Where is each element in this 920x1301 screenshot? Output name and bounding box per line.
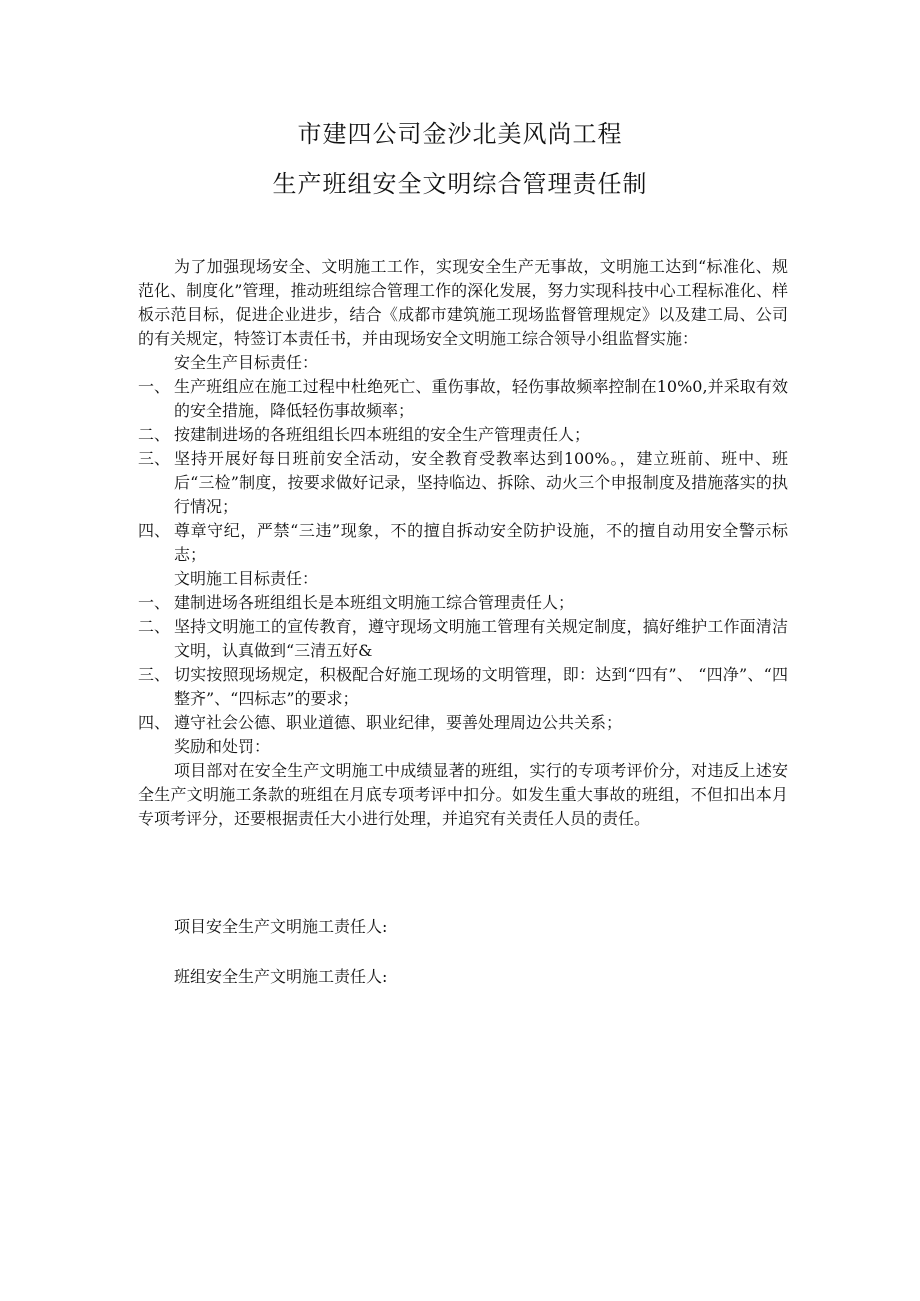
item-number: 二、 [138,425,171,444]
item-number: 四、 [138,713,171,732]
document-title-line1: 市建四公司金沙北美风尚工程 [297,120,623,148]
item-number: 一、 [138,593,171,612]
item-text: 坚持开展好每日班前安全活动，安全教育受教率达到100%。，建立班前、班中、班后“三检”制度，按要求做好记录，坚持临边、拆除、动火三个申报制度及措施落实的执行情况； [174,449,788,516]
item-text: 遵守社会公德、职业道德、职业纪律，要善处理周边公共关系； [174,713,623,732]
item-text: 生产班组应在施工过程中杜绝死亡、重伤事故，轻伤事故频率控制在10%0,并采取有效的安全措施，降低轻伤事故频率； [174,377,788,420]
item-number: 四、 [138,521,171,540]
item-number: 二、 [138,617,171,636]
safety-heading: 安全生产目标责任： [174,353,319,372]
team-responsible-signature-line: 班组安全生产文明施工责任人: [174,967,388,986]
civil-item [138,615,788,663]
document-body [138,255,788,831]
document-title-line2: 生产班组安全文明综合管理责任制 [272,170,648,198]
item-number: 三、 [138,665,171,684]
civil-item [138,711,788,735]
civil-heading: 文明施工目标责任： [174,569,319,588]
item-number: 三、 [138,449,171,468]
safety-item [138,447,788,519]
intro-paragraph: 为了加强现场安全、文明施工工作，实现安全生产无事故，文明施工达到“标准化、规范化、制度化”管理，推动班组综合管理工作的深化发展，努力实现科技中心工程标准化、样板示范目标，促进企业进步，结合《成都市建筑施工现场监督管理规定》以及建工局、公司的有关规定，特签订本责任书，并由现场安全文明施工综合领导小组监督实施： [138,257,788,348]
safety-item [138,519,788,567]
project-responsible-signature-line: 项目安全生产文明施工责任人: [174,917,388,936]
item-text: 按建制进场的各班组组长四本班组的安全生产管理责任人； [174,425,591,444]
safety-item [138,423,788,447]
item-text: 建制进场各班组组长是本班组文明施工综合管理责任人； [174,593,575,612]
reward-paragraph: 项目部对在安全生产文明施工中成绩显著的班组，实行的专项考评价分，对违反上述安全生产文明施工条款的班组在月底专项考评中扣分。如发生重大事故的班组，不但扣出本月专项考评分，还要根据责任大小进行处理，并追究有关责任人员的责任。 [138,761,788,828]
safety-item [138,375,788,423]
item-number: 一、 [138,377,171,396]
item-text: 坚持文明施工的宣传教育，遵守现场文明施工管理有关规定制度，搞好维护工作面清洁文明，认真做到“三清五好& [174,617,788,660]
civil-item [138,663,788,711]
reward-heading: 奖励和处罚： [174,737,271,756]
civil-item [138,591,788,615]
item-text: 切实按照现场规定，积极配合好施工现场的文明管理，即：达到“四有”、 “四净”、“四整齐”、“四标志”的要求； [174,665,788,708]
item-text: 尊章守纪，严禁“三违”现象，不的擅自拆动安全防护设施，不的擅自动用安全警示标志； [174,521,788,564]
